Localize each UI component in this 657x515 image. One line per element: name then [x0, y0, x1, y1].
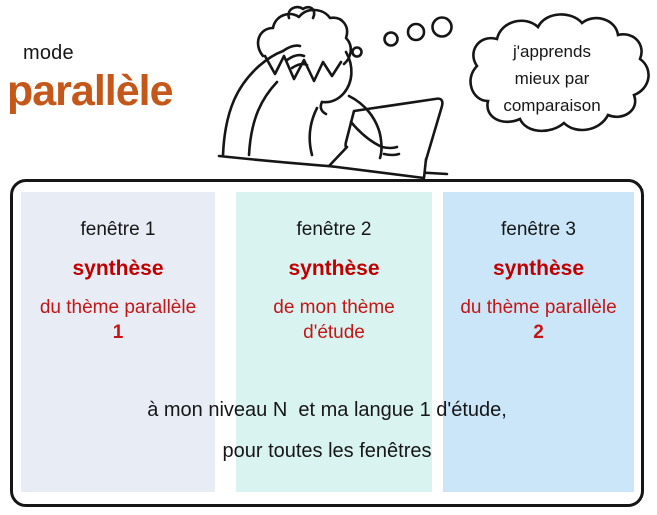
window-3-title: fenêtre 3: [501, 219, 576, 240]
page-title: parallèle: [7, 67, 173, 115]
window-2-keyword: synthèse: [288, 257, 380, 280]
window-3-keyword: synthèse: [492, 257, 585, 280]
mode-label: mode: [23, 42, 74, 64]
window-3-subtitle: du thème parallèle 2: [460, 297, 617, 343]
thought-dot: [353, 48, 362, 57]
windows-panel: [10, 179, 644, 507]
thought-bubble-text: [461, 32, 643, 124]
hair-bun: [288, 7, 314, 18]
thought-dot: [408, 24, 424, 40]
thought-line: comparaison: [503, 95, 601, 115]
window-2-subtitle: de mon thème d'étude: [273, 297, 395, 343]
window-1-keyword: synthèse: [72, 257, 164, 280]
panel-footer-note: [13, 390, 641, 472]
window-1-subtitle: du thème parallèle 1: [39, 297, 197, 343]
window-2-title: fenêtre 2: [296, 219, 372, 240]
footer-line: à mon niveau N et ma langue 1 d'étude,: [147, 399, 507, 421]
thought-line: j'apprends: [513, 41, 591, 61]
hair-bangs: [265, 56, 341, 81]
thought-line: mieux par: [514, 68, 590, 88]
footer-line: pour toutes les fenêtres: [222, 440, 432, 462]
window-1-title: fenêtre 1: [80, 219, 156, 240]
thought-bubble: [447, 6, 653, 138]
thought-dot: [385, 33, 398, 46]
